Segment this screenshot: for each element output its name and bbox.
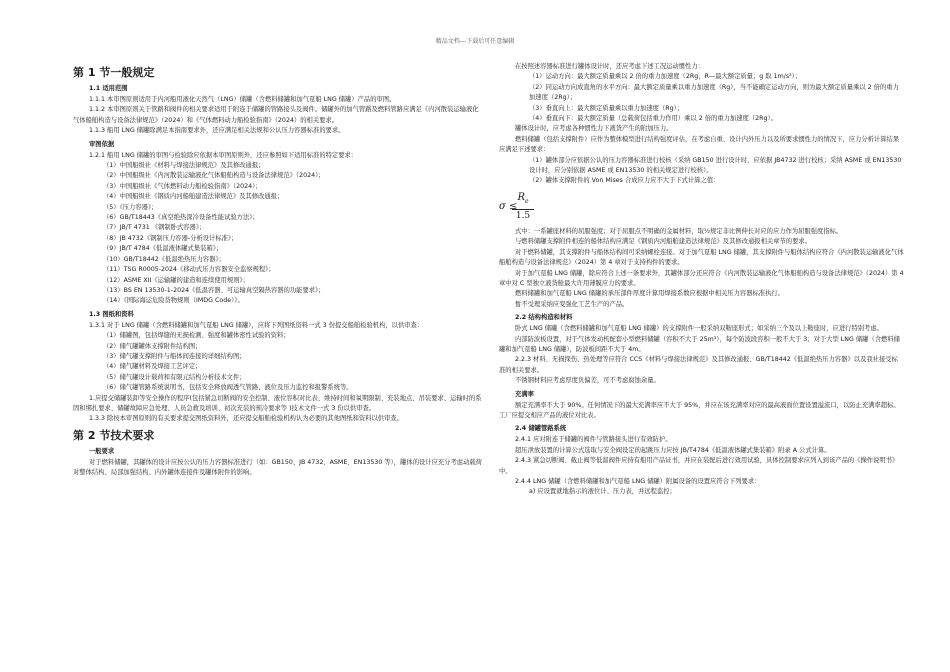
paragraph: 2.2.3 材料、无损探伤、热处理等应符合 CCS《材料与焊接法律规范》及其修改通报、GB/T18442《低温绝热压力容器》以及我社接受标准的相关要求。 [499,356,898,374]
list-item: （2）罐体支撑附件的 Von Mises 合成应力应不大于下式计算之值： [529,177,720,185]
paragraph: 1.1.1 本审图原则适用于内河船用液化天然气（LNG）储罐（含燃料储罐和加气趸船 LNG 储罐）产品的审图。 [89,96,396,103]
list-item: （2）储气罐罐体支撑附件结构图； [103,342,202,350]
paragraph: 1.1.3 船用 LNG 储罐除满足本指南要求外，还应满足相关法规和公认压力容器标准的要求。 [89,127,345,135]
paragraph: 在按照述容器标准进行罐体设计时，还应考虑下述工况运动惯性力： [515,63,704,70]
list-item: （10）GB/T18442《低温绝热压力容器》； [103,255,225,263]
paragraph: 额定充满率不大于 90%。任何情况下的最大充满率应不大于 95%，并应在该充满率对应的最高液面位置设置溢流口，以防止充满率超标。工厂应提交相应产品的液位对比表。 [499,401,900,419]
paragraph: 1.应提交储罐装卸等安全操作的程序(包括紧急切断阀的安全控制、液位容积对比表、维持时间和氧期限制、充装地点、吊装要求、运输时的系固和绑扎要求、储罐故障应急处理、人员急救及培训、初次充装的预冷要求等 )技术文件一式 3 份以供审查。 [73,394,482,412]
paragraph: 式中：一系罐座材料的屈服强度；对于屈服点不明确的金属材料，取½规定非比例伸长对应的应力作为屈服强度指标。 [515,227,843,235]
paragraph: 2.4.1 应对附连于储罐的阀件与管路接头进行有效防护。 [515,436,672,444]
list-item: （3）中国船级社《气体燃料动力船检验指南》（2024）； [103,182,262,190]
list-item: （5）储气罐设计载荷和有限元结构分析技术文件； [103,373,246,381]
list-item: （8）JB 4732《钢制压力容器-分析设计标准》； [103,234,238,242]
list-item: （4）垂直向下：最大额定质量（总载荷包括重力作用）乘以 2 倍的重力加速度（2Rg）。 [529,115,777,123]
paragraph: 2.4.4 LNG 储罐（含燃料储罐和加气趸船 LNG 储罐）附属设备的设置应符合下列要求： [515,478,761,485]
list-item: （1）罐体部分应依据公认的压力容器标准进行校核（采纳 GB150 进行设计时，应依据 JB4732 进行校核；采纳 ASME 或 EN13530 设计时，应分别依据 ASME 或 EN13530 的相关规定进行校核）。 [529,156,902,175]
list-item: （5）《压力容器》； [103,203,158,211]
paragraph: 2.4.3 紧急切断阀、截止阀等低温阀件应持有船用产品证书，并应在装配后进行效用试验，具体控制要求应列入到该产品的《操作说明书》中。 [499,457,899,475]
page-header-banner: 精品文档---下载后可任意编辑 [435,38,515,45]
paragraph: 燃料储罐（包括支撑附件）应作为整体模型进行结构强度评估，在考虑自重、设计内外压力以及所要求惯性力的情况下，应力分析计算结果应满足下述要求： [499,135,900,154]
list-item: （4）中国船级社《钢质内河船舶建造法律规范》及其修改通报； [103,193,284,201]
formula-denominator: 1.5 [515,210,531,221]
list-item: （1）运动方向：最大额定质量乘以 2 倍的重力加速度（2Rg，R—最大额定质量；g 取 1m/s²）； [529,73,802,81]
paragraph: 1.3.3 除按本审图原则的有关要求提交图纸资料外，还应提交船舶检验机构认为必要的其他图纸和资料以供审查。 [89,415,403,423]
list-item: （7）JB/T 4731 《钢制卧式容器》； [103,224,206,232]
formula-sigma: σ ≤ [499,200,518,212]
paragraph: 对于燃料储罐，其支撑附件与船体结构间可采纳螺栓连接。对于加气趸船 LNG 储罐，其支撑附件与船体结构应符合《内河散装运输液化气体船舶构造与设备法律规范》（2024）第 4 章对于支持构件的要求。 [499,248,904,267]
list-item: （2）中国船级社《内河散装运输液化气体船舶构造与设备法律规范》（2024）； [103,172,325,180]
formula-fraction [512,191,534,222]
subsection-heading: 1.3 图纸和资料 [89,310,134,318]
paragraph: 1.1.2 本审图原则关于管路和阀件的相关要求适用于附连于储罐的管路接头及阀件。储罐外的加气管路及燃料管路应满足《内河散装运输液化气体船舶构造与设备法律规范》（2024）和《气体燃料动力船检验指南》（2024）的相关要求。 [73,106,479,124]
section-heading: 第 1 节一般规定 [73,66,155,79]
paragraph: 不锈钢材料应考虑厚度负偏差，可不考虑腐蚀余量。 [515,377,660,385]
subsection-heading: 充满率 [515,390,534,398]
right-column-bottom [499,227,904,498]
right-column-top [499,62,904,187]
paragraph: 与燃料储罐支撑附件相连的船体结构应满足《钢质内河船舶建造法律规范》及其修改通报相关章节的要求。 [515,238,811,246]
paragraph: 燃料储罐和加气趸船 LNG 储罐的承压部件厚度计算用焊接系数应根据中相关压力容器标准执行。 [515,290,784,298]
paragraph: 1.2.1 船用 LNG 储罐的审图与检验除应依据本审图原则外，还应参照如下适用标准的特定要求： [89,151,358,159]
list-item: （13）BS EN 13530-1-2024《低温容器、可运输真空隔热容器的功能要求》； [103,286,325,294]
list-item: （3）垂直向上：最大额定质量乘以重力加速度（Rg）； [529,104,684,112]
paragraph: 卧式 LNG 储罐（含燃料储罐和加气趸船 LNG 储罐）的支撑附件一般采纳双鞍座形式；如采纳三个及以上鞍座时，应进行特别考虑。 [515,325,883,333]
paragraph: 对于燃料储罐，其罐体的设计应按公认的压力容器标准进行（如：GB150、JB 4732、ASME、EN13530 等），罐体的设计应充分考虑动载荷对整体结构、局部加强结构、内外罐体连接件及罐体附件的影响。 [73,458,482,477]
subsection-heading: 2.4 储罐管路系统 [515,425,567,433]
list-item: （3）储气罐支撑附件与船体间连接的详细结构图； [103,352,246,360]
formula-numerator: $R_e$ [512,191,534,210]
subsection-heading: 2.2 结构构造和材料 [515,314,573,322]
paragraph: 超压泄放装置的计算公式选取与安全阀设定的起跳压力应按 JB/T4784《低温液体罐式集装箱》附录 A 公式计算。 [515,446,831,454]
list-item: （4）储气罐材料及焊接工艺评定； [103,363,202,371]
subsection-heading: 1.1 适用范围 [89,85,128,92]
subsection-heading: 一般要求 [89,447,115,455]
list-item: （12）ASME XII《运输罐的建造和连续使用规则》； [103,276,249,284]
paragraph: 对于加气趸船 LNG 储罐，除应符合上述一条要求外，其罐体部分还应符合《内河散装运输液化气体船舶构造与设备法律规范》（2024）第 4 章中对 C 型独立液货舱最大许用薄膜应力的要求。 [499,269,904,287]
paragraph: 内部防波板设置，对于气体发动机配套小型燃料储罐（容积不大于 25m³），每个防波段容积一般不大于 3；对于大型 LNG 储罐（含燃料储罐和加气趸船 LNG 储罐），防波板间距不大于 4m。 [499,335,900,353]
right-column [499,62,904,498]
list-item: （2）同运动方向成直角的水平方向：最大额定质量乘以重力加速度（Rg），当不能确定运动方向，则为最大额定质量乘以 2 倍的重力加速度（2Rg）； [529,83,899,102]
list-item: （1）中国船级社《材料与焊接法律规范》及其修改通报； [103,162,265,170]
list-item: （6）储气罐管路系统说明书，包括安全释放阀透气管路、液位及压力监控和报警系统等。 [103,384,353,392]
paragraph: 暂不受理采纳应变强化工艺生产的产品。 [515,300,629,308]
list-item: （9）JB/T 4784《低温液体罐式集装箱》； [103,245,223,253]
stress-formula [499,191,904,225]
list-item: a) 应设置就地指示的液位计、压力表，并远程监控； [529,488,676,496]
paragraph: 罐体设计时，应考虑各种惯性力下液货产生的附加压力。 [515,125,673,133]
list-item: （14）《国际海运危险货物规则（IMDG Code）》。 [103,297,244,305]
paragraph: 1.3.1 对于 LNG 储罐（含燃料储罐和加气趸船 LNG 储罐），应将下列图纸资料一式 3 份提交船舶检验机构，以供审查： [89,321,424,329]
list-item: （6）GB/T18443《真空绝热深冷设备性能试验方法》； [103,214,259,222]
left-column [73,62,483,479]
list-item: （11）TSG R0005-2024《移动式压力容器安全监察规程》； [103,266,275,274]
list-item: （1）储罐图，包括焊缝的无损检测、强度和罐体密性试验的资料； [103,332,290,340]
subsection-heading: 审图依据 [89,140,115,148]
section-heading: 第 2 节技术要求 [73,428,155,442]
